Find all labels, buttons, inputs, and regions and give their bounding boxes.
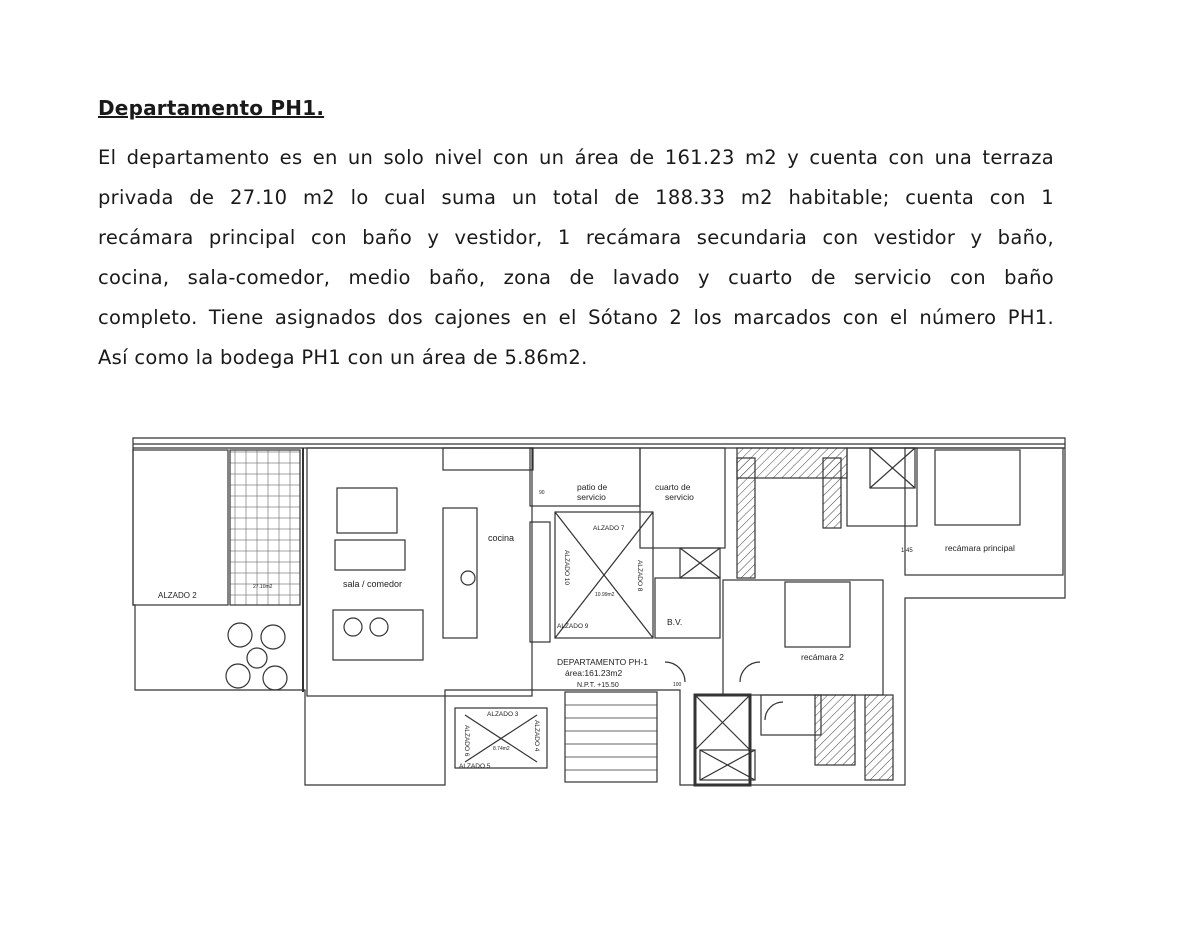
- label-alzado-3: ALZADO 3: [487, 711, 519, 718]
- label-alzado-5: ALZADO 5: [459, 763, 491, 770]
- label-dept-npt: N.P.T. +15.50: [577, 682, 619, 689]
- paragraph-line: cocina, sala-comedor, medio baño, zona de lavado y cuarto de servicio con baño: [98, 266, 1054, 289]
- label-terraza-area: 27.10m2: [253, 584, 273, 590]
- bed-2: [785, 582, 850, 647]
- label-patio-2: servicio: [577, 492, 606, 502]
- label-patio-area: 10.99m2: [595, 592, 615, 598]
- label-dim-145: 1.45: [901, 548, 913, 554]
- label-dept-area: área:161.23m2: [565, 668, 623, 678]
- recamara-principal-room: [905, 448, 1063, 575]
- paragraph-line: completo. Tiene asignados dos cajones en el Sótano 2 los marcados con el número PH1.: [98, 306, 1054, 329]
- document-title: Departamento PH1.: [98, 96, 325, 120]
- floor-plan: [125, 430, 1075, 795]
- recamara-2-room: [723, 580, 883, 695]
- label-dept-name: DEPARTAMENTO PH-1: [557, 657, 648, 667]
- label-recamara-2: recámara 2: [801, 652, 844, 662]
- master-bed: [935, 450, 1020, 525]
- kitchen-island: [443, 508, 477, 638]
- label-cocina: cocina: [488, 533, 515, 543]
- sala-comedor-room: [307, 448, 532, 696]
- label-cuarto-1: cuarto de: [655, 482, 691, 492]
- paragraph-line: Así como la bodega PH1 con un área de 5.86m2.: [98, 346, 588, 369]
- paragraph-line: El departamento es en un solo nivel con un área de 161.23 m2 y cuenta con una terraza: [98, 146, 1054, 169]
- label-recamara-principal: recámara principal: [945, 543, 1015, 553]
- label-alzado-7: ALZADO 7: [593, 525, 625, 532]
- label-alzado-6: ALZADO 6: [463, 725, 470, 757]
- paragraph-line: privada de 27.10 m2 lo cual suma un total de 188.33 m2 habitable; cuenta con 1: [98, 186, 1054, 209]
- label-alzado-2: ALZADO 2: [158, 591, 197, 600]
- label-alzado-10: ALZADO 10: [563, 550, 570, 586]
- terraza-left-block: [133, 450, 228, 605]
- label-sala-comedor: sala / comedor: [343, 579, 403, 589]
- label-alzado-4: ALZADO 4: [533, 720, 540, 752]
- door-tag: 90: [539, 490, 545, 496]
- label-bv: B.V.: [667, 617, 683, 627]
- label-cuarto-2: servicio: [665, 492, 694, 502]
- door-tag: 100: [673, 682, 682, 688]
- terraza-floor: [230, 450, 300, 605]
- label-alzado-9: ALZADO 9: [557, 623, 589, 630]
- label-patio-1: patio de: [577, 482, 608, 492]
- label-alzado-8: ALZADO 8: [636, 560, 643, 592]
- label-bodega-area: 8.74m2: [493, 746, 510, 752]
- paragraph-line: recámara principal con baño y vestidor, 1 recámara secundaria con vestidor y baño,: [98, 226, 1054, 249]
